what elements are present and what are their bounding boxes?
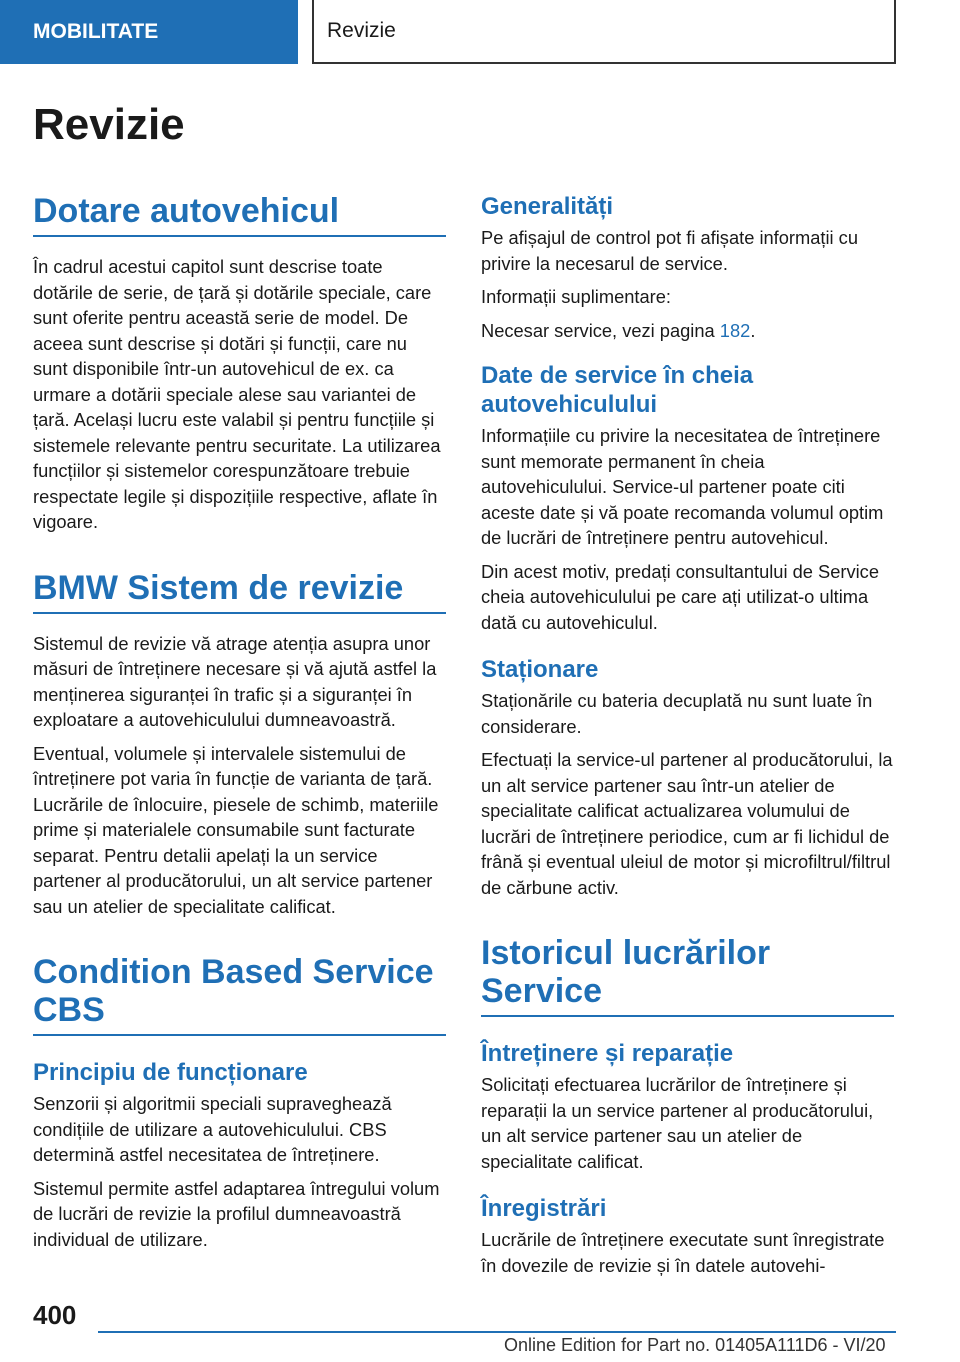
- subheading-inregistrari: Înregistrări: [481, 1195, 607, 1222]
- subheading-stationare: Staționare: [481, 656, 599, 683]
- section-label: MOBILITATE: [33, 20, 159, 43]
- breadcrumb: [312, 0, 896, 64]
- paragraph-inregistrari: Lucrările de întreținere executate sunt înregistrate în dovezile de revizie și în datele autovehi-: [481, 1229, 885, 1276]
- footer-divider: [98, 1331, 896, 1333]
- paragraph-stationare-1: Staționările cu bateria decuplată nu sunt luate în considerare.: [481, 690, 873, 737]
- paragraph-stationare-2: Efectuați la service-ul partener al producătorului, la un alt service partener sau într-un atelier de specialitate calificat actualizarea volumului de lucrări de întreținere periodice, cum ar fi lichidul de frână și eventual uleiul de motor și microfiltrul/filtrul de cărbune activ.: [481, 749, 893, 898]
- paragraph-date-service-2: Din acest motiv, predați consultantului de Service cheia autovehiculului pe care ați utilizat-o ultima dată cu autovehiculul.: [481, 560, 879, 633]
- paragraph-cbs-2: Sistemul permite astfel adaptarea întregului volum de lucrări de revizie la profilul dumneavoastră individual de utilizare.: [33, 1177, 440, 1250]
- heading-bmw-sistem-revizie: BMW Sistem de revizie: [33, 569, 446, 614]
- section-tab: [0, 0, 298, 64]
- page-link-182[interactable]: 182: [719, 319, 751, 341]
- right-column: [481, 192, 894, 1278]
- edition-note: Online Edition for Part no. 01405A111D6 - VI/20: [504, 1335, 886, 1355]
- subheading-intretinere-reparatie: Întreținere și reparație: [481, 1040, 734, 1067]
- subheading-generalitati: Generalități: [481, 193, 614, 220]
- paragraph-sistem-revizie-1: Sistemul de revizie vă atrage atenția asupra unor măsuri de întreținere necesare și vă ajută astfel la menținerea siguranței în trafic și a siguranței în exploatare a autovehiculului dumneavoastră.: [33, 632, 437, 730]
- paragraph-generalitati-3: Necesar service, vezi pagina 182.: [481, 319, 756, 341]
- heading-istoricul-lucrarilor: Istoricul lucrărilor Service: [481, 934, 894, 1017]
- left-column: [33, 192, 446, 1252]
- subheading-principiu-functionare: Principiu de funcționare: [33, 1059, 308, 1086]
- page-reference-text: Necesar service, vezi pagina: [481, 319, 715, 341]
- paragraph-generalitati-2: Informații suplimentare:: [481, 286, 671, 307]
- breadcrumb-label: Revizie: [327, 19, 396, 42]
- paragraph-cbs-1: Senzorii și algoritmii speciali supraveghează condițiile de utilizare a autovehiculului. CBS determină astfel necesitatea de întreținere.: [33, 1093, 392, 1165]
- page-title: Revizie: [33, 100, 185, 149]
- subheading-date-service-cheie: Date de service în cheia autovehiculului: [481, 362, 754, 418]
- heading-dotare-autovehicul: Dotare autovehicul: [33, 192, 446, 237]
- page-number: 400: [33, 1300, 77, 1330]
- paragraph-dotare: În cadrul acestui capitol sunt descrise toate dotările de serie, de țară și dotările speciale, care sunt oferite pentru această serie de model. De aceea sunt descrise și dotări și funcții, care nu sunt disponibile într-un autovehicul de ex. ca urmare a dotării speciale alese sau variantei de țară. Același lucru este valabil și pentru funcțiile și sistemele relevante pentru securitate. La utilizarea funcțiilor și sistemelor corespunzătoare trebuie respectate legile și dispozițiile respective, aflate în vigoare.: [33, 256, 441, 532]
- paragraph-intretinere-reparatie: Solicitați efectuarea lucrărilor de întreținere și reparații la un service partener al producătorului, un alt service partener sau un atelier de specialitate calificat.: [481, 1074, 874, 1172]
- paragraph-date-service-1: Informațiile cu privire la necesitatea de întreținere sunt memorate permanent în cheia autovehiculului. Service-ul partener poate citi aceste date și vă poate recomanda volumul optim de lucrări de întreținere pentru autovehicul.: [481, 425, 884, 548]
- paragraph-sistem-revizie-2: Eventual, volumele și intervalele sistemului de întreținere pot varia în funcție de varianta de țară. Lucrările de înlocuire, piesele de schimb, materiile prime și materialele consumabile sunt facturate separat. Pentru detalii apelați la un service partener al producătorului, un alt service partener sau un atelier de specialitate calificat.: [33, 742, 439, 917]
- heading-condition-based-service: Condition Based Service CBS: [33, 953, 446, 1036]
- paragraph-generalitati-1: Pe afișajul de control pot fi afișate informații cu privire la necesarul de service.: [481, 227, 858, 274]
